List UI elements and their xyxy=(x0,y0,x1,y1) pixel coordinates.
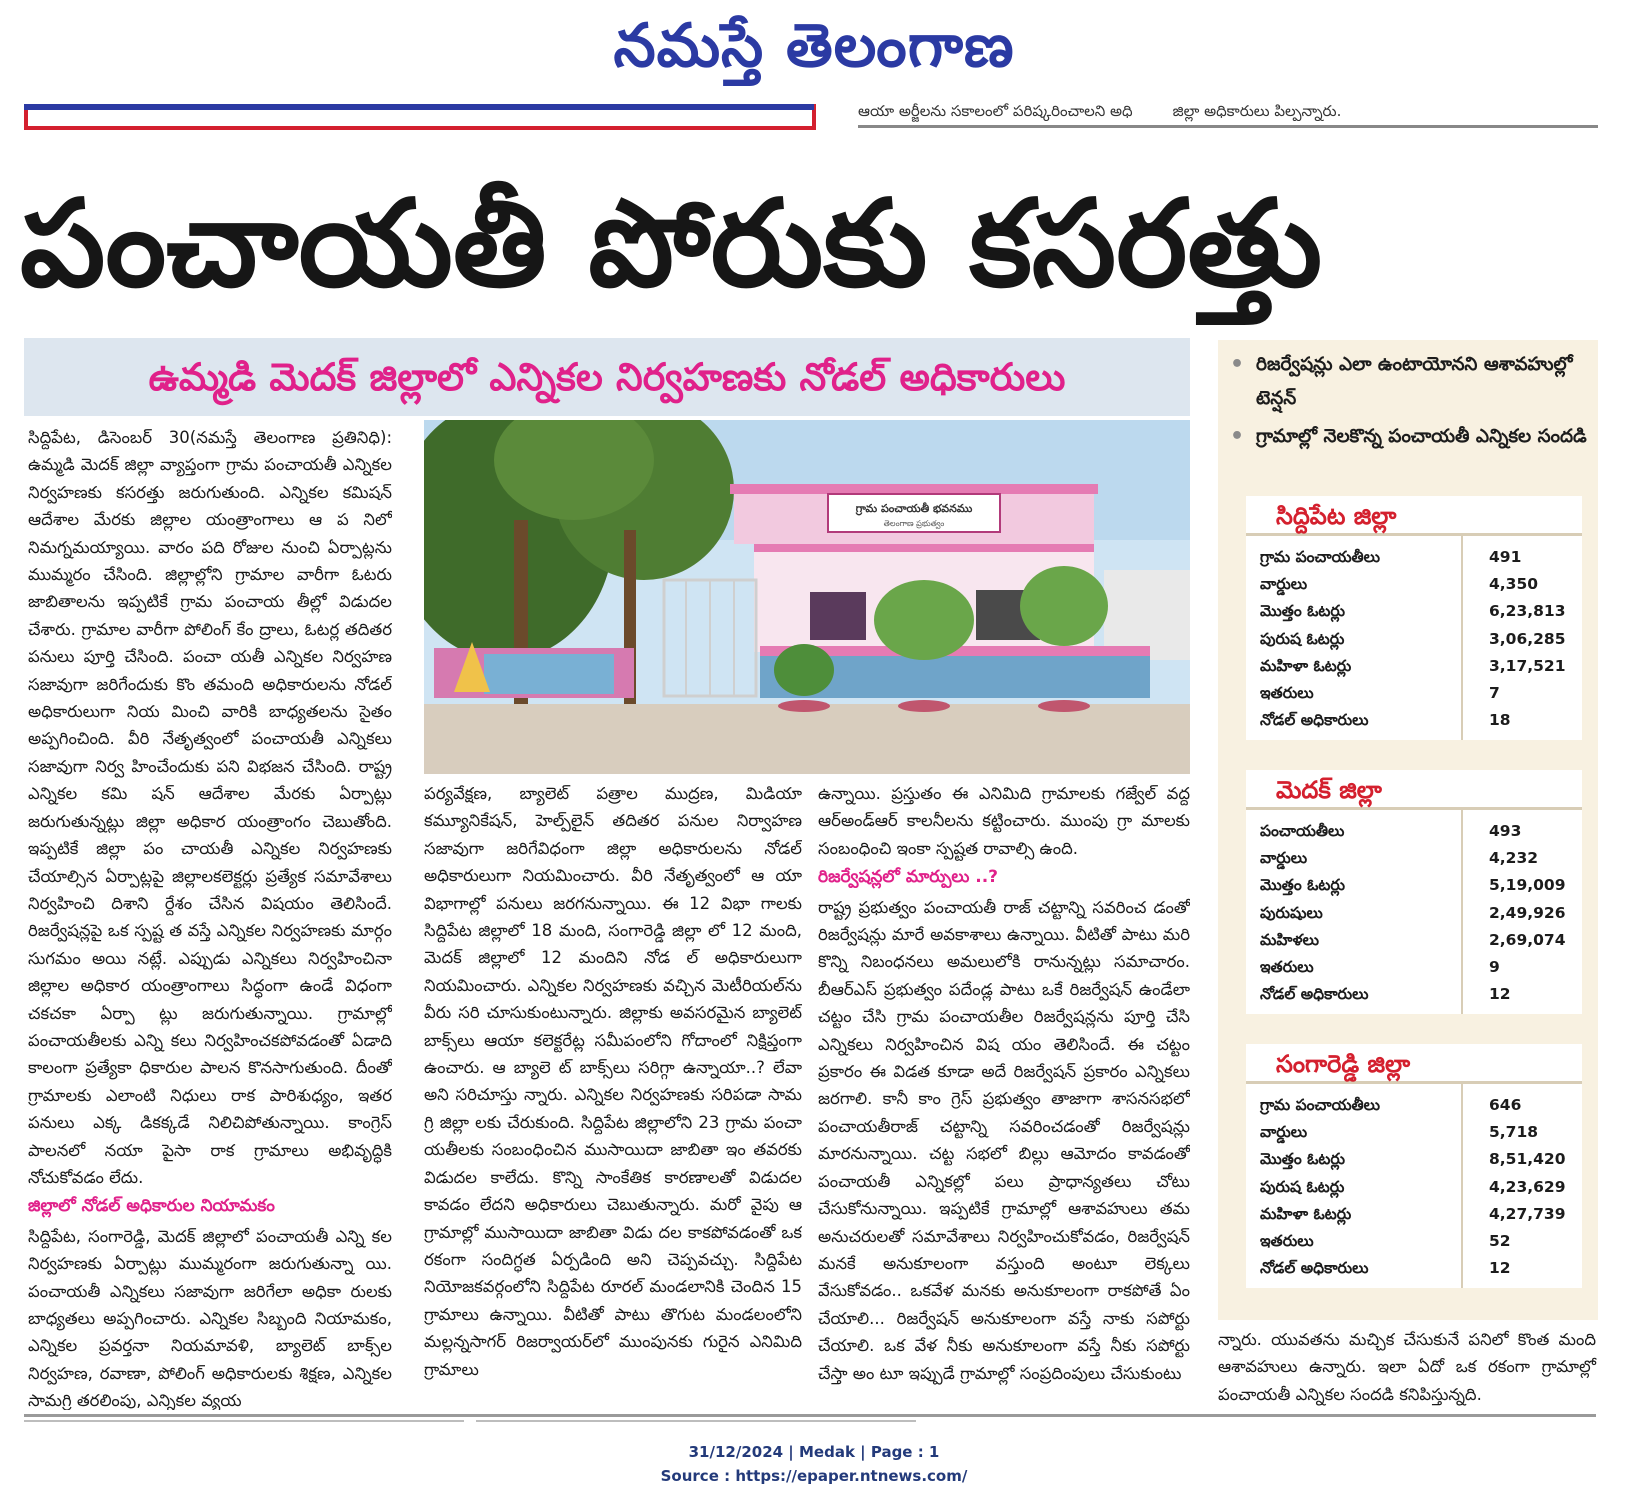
stat-label: పురుష ఓటర్లు xyxy=(1260,629,1345,648)
column-3-paragraph: ఉన్నాయి. ప్రస్తుతం ఈ ఎనిమిది గ్రామాలకు గజ్వేల్‌ వద్ద ఆర్‌అండ్‌ఆర్‌ కాలనీలను కట్టించారు. ముంపు గ్రా మాలకు సంబంధించి ఇంకా స్పష్టత రావాల్సి ఉంది. xyxy=(818,784,1190,858)
table-row xyxy=(1246,571,1582,598)
ticker-strip xyxy=(858,100,1598,128)
table-row xyxy=(1246,680,1582,707)
table-row xyxy=(1246,1174,1582,1201)
stat-value: 5,19,009 xyxy=(1462,872,1582,899)
stat-label: మహిళా ఓటర్లు xyxy=(1260,656,1352,675)
stat-value: 12 xyxy=(1462,1255,1582,1288)
sidebar-bullet xyxy=(1226,420,1590,454)
stat-label: గ్రామ పంచాయతీలు xyxy=(1260,548,1380,566)
district-stats-table xyxy=(1246,536,1582,740)
stat-label: మొత్తం ఓటర్లు xyxy=(1260,876,1345,895)
stat-value: 491 xyxy=(1462,536,1582,571)
stat-value: 4,27,739 xyxy=(1462,1201,1582,1228)
article-column-2 xyxy=(424,780,802,1410)
district-box-sangareddy xyxy=(1246,1044,1582,1288)
district-box-medak xyxy=(1246,770,1582,1014)
table-row xyxy=(1246,1255,1582,1288)
table-row xyxy=(1246,845,1582,872)
stat-label: మొత్తం ఓటర్లు xyxy=(1260,602,1345,621)
stat-label: పురుష ఓటర్లు xyxy=(1260,1177,1345,1196)
stat-label: వార్డులు xyxy=(1260,575,1308,594)
district-title: సిద్దిపేట జిల్లా xyxy=(1246,496,1582,536)
building-sign-subtext: తెలంగాణ ప్రభుత్వం xyxy=(883,519,945,528)
table-row xyxy=(1246,1146,1582,1173)
table-row xyxy=(1246,626,1582,653)
stat-value: 2,49,926 xyxy=(1462,900,1582,927)
column-2-paragraph: పర్యవేక్షణ, బ్యాలెట్‌ పత్రాల ముద్రణ, మిడియా కమ్యూనికేషన్‌, హెల్ప్‌లైన్‌ తదితర పనుల నిర్వాహణ సజావుగా జరిగేవిధంగా జిల్లా అధికారులను నోడల్‌ అధికారులుగా నియమించారు. వీరి నేతృత్వంలో ఆ యా విభాగాల్లో పనులు జరగనున్నాయి. ఈ 12 విభా గాలకు సిద్దిపేట జిల్లాలో 18 మంది, సంగారెడ్డి జిల్లా లో 12 మంది, మెదక్‌ జిల్లాలో 12 మందిని నోడ ల్‌ అధికారులుగా నియమించారు. ఎన్నికల నిర్వహణకు వచ్చిన మెటీరియల్‌ను వీరు సరి చూసుకుంటున్నారు. జిల్లాకు అవసరమైన బ్యాలెట్‌ బాక్స్‌లు ఆయా కలెక్టరేట్ల సమీపంలోని గోదాంలో నిక్షిప్తంగా ఉంచారు. ఆ బ్యాలె ట్‌ బాక్స్‌లు సరిగ్గా ఉన్నాయా..? లేవా అని సరిచూస్తు న్నారు. ఎన్నికల నిర్వహణకు సరిపడా సామ గ్రి జిల్లా లకు చేరుకుంది. సిద్దిపేట జిల్లాలోని 23 గ్రామ పంచా యతీలకు సంబంధించిన ముసాయిదా జాబితా ఇం తవరకు విడుదల కాలేదు. కొన్ని సాంకేతిక కారణాలతో విడుదల కావడం లేదని అధికారులు చెబుతున్నారు. మరో వైపు ఆ గ్రామాల్లో ముసాయిదా జాబితా విడు దల కాకపోవడంతో ఒక రకంగా సందిగ్ధత ఏర్పడింది అని చెప్పవచ్చు. సిద్దిపేట నియోజకవర్గంలోని సిద్దిపేట రూరల్‌ మండలానికి చెందిన 15 గ్రామాలు ఉన్నాయి. వీటితో పాటు తొగుట మండలంలోని మల్లన్నసాగర్‌ రిజర్వాయర్‌లో ముంపునకు గురైన ఎనిమిది గ్రామాలు xyxy=(424,784,802,1379)
stat-label: ఇతరులు xyxy=(1260,684,1314,703)
stat-value: 2,69,074 xyxy=(1462,927,1582,954)
masthead-logo: నమస్తే తెలంగాణ xyxy=(613,11,1015,81)
table-row xyxy=(1246,598,1582,625)
bullet-dot-icon: • xyxy=(1230,352,1245,377)
sidebar-bullet-text: గ్రామాల్లో నెలకొన్న పంచాయతీ ఎన్నికల సందడి xyxy=(1256,426,1587,447)
stat-label: మహిళలు xyxy=(1260,930,1319,949)
district-box-siddipet xyxy=(1246,496,1582,740)
column-3-subheading: రిజర్వేషన్లలో మార్పులు ..? xyxy=(818,867,999,888)
page-bottom-rule-left xyxy=(24,1420,464,1422)
article-column-1 xyxy=(28,424,392,1410)
footer-date-edition: 31/12/2024 | Medak | Page : 1 xyxy=(688,1443,940,1461)
ticker-right: జిల్లా అధికారులు పిల్పన్నారు. xyxy=(1172,102,1342,120)
page-bottom-rule-right xyxy=(476,1420,916,1422)
stat-value: 6,23,813 xyxy=(1462,598,1582,625)
table-row xyxy=(1246,1201,1582,1228)
column-1-paragraph-2: సిద్దిపేట, సంగారెడ్డి, మెదక్‌ జిల్లాలో పంచాయతీ ఎన్ని కల నిర్వహణకు ఏర్పాట్లు ముమ్మరంగా జరుగుతున్నా యి. పంచాయతీ ఎన్నికలు సజావుగా జరిగేలా అధికా రులకు బాధ్యతలు అప్పగించారు. ఎన్నికల సిబ్బంది నియామకం, ఎన్నికల ప్రవర్తనా నియమావళి, బ్యాలెట్‌ బాక్స్‌ల నిర్వహణ, రవాణా, పోలింగ్‌ అధికారులకు శిక్షణ, ఎన్నికల సామగ్రి తరలింపు, ఎన్నికల వ్యయ xyxy=(28,1226,392,1410)
stat-value: 5,718 xyxy=(1462,1119,1582,1146)
stat-label: నోడల్‌ అధికారులు xyxy=(1260,985,1369,1004)
district-title: మెదక్‌ జిల్లా xyxy=(1246,770,1582,810)
page-footer xyxy=(0,1440,1628,1488)
stat-value: 4,23,629 xyxy=(1462,1174,1582,1201)
stat-value: 493 xyxy=(1462,810,1582,845)
table-row xyxy=(1246,1084,1582,1119)
stat-label: మహిళా ఓటర్లు xyxy=(1260,1204,1352,1223)
footer-source-link[interactable]: Source : https://epaper.ntnews.com/ xyxy=(660,1467,968,1485)
district-stats-table xyxy=(1246,810,1582,1014)
stat-value: 4,350 xyxy=(1462,571,1582,598)
stat-label: వార్డులు xyxy=(1260,849,1308,868)
table-row xyxy=(1246,707,1582,740)
subheadline: ఉమ్మడి మెదక్‌ జిల్లాలో ఎన్నికల నిర్వహణకు నోడల్‌ అధికారులు xyxy=(148,355,1066,399)
column-1-paragraph: సిద్దిపేట, డిసెంబర్‌ 30(నమస్తే తెలంగాణ ప్రతినిధి): ఉమ్మడి మెదక్‌ జిల్లా వ్యాప్తంగా గ్రామ పంచాయతీ ఎన్నికల నిర్వహణకు కసరత్తు జరుగుతుంది. ఎన్నికల కమిషన్‌ ఆదేశాల మేరకు జిల్లాల యంత్రాంగాలు ఆ ప నిలో నిమగ్నమయ్యాయి. వారం పది రోజుల నుంచి ఏర్పాట్లను ముమ్మరం చేసింది. జిల్లాల్లోని గ్రామాల వారీగా ఓటరు జాబితాలను ఇప్పటికే గ్రామ పంచాయ తీల్లో విడుదల చేశారు. గ్రామాల వారీగా పోలింగ్‌ కేం ద్రాలు, ఓటర్ల తదితర పనులు పూర్తి చేసింది. పంచా యతీ ఎన్నికల నిర్వహణ సజావుగా జరిగేందుకు కొం తమంది అధికారులను నోడల్‌ అధికారులుగా నియ మించి వారికి బాధ్యతలను సైతం అప్పగించింది. వీరి నేతృత్వంలో పంచాయతీ ఎన్నికలు సజావుగా నిర్వ హించేందుకు పని విభజన చేసింది. రాష్ట్ర ఎన్నికల కమి షన్‌ ఆదేశాల మేరకు ఏర్పాట్లు జరుగుతున్నట్లు జిల్లా అధికార యంత్రాంగం చెబుతోంది. ఇప్పటికే జిల్లా పం చాయతీ ఎన్నికల నిర్వహణకు చేయాల్సిన ఏర్పాట్లపై జిల్లాలకలెక్టర్లు ప్రత్యేక సమావేశాలు నిర్వహించి దిశాని ర్దేశం చేసిన విషయం తెలిసిందే. రిజర్వేషన్లపై ఒక స్పష్ట త వస్తే ఎన్నికల నిర్వహణకు మార్గం సుగమం అయి నట్లే. ఎప్పుడు ఎన్నికలు నిర్వహించినా జిల్లాల అధికార యంత్రాంగాలు సిద్ధంగా ఉండే విధంగా చకచకా ఏర్పా ట్లు జరుగుతున్నాయి. గ్రామాల్లో పంచాయతీలకు ఎన్ని కలు నిర్వహించకపోవడంతో ఏడాది కాలంగా ప్రత్యేకా ధికారుల పాలన కొనసాగుతుంది. దీంతో గ్రామాలకు ఎలాంటి నిధులు రాక పారిశుధ్యం, ఇతర పనులు ఎక్క డికక్కడే నిలిచిపోతున్నాయి. కాంగ్రెస్‌ పాలనలో నయా పైసా రాక గ్రామాలు అభివృద్ధికి నోచుకోవడం లేదు. xyxy=(28,428,392,1187)
stat-label: పురుషులు xyxy=(1260,903,1323,922)
table-row xyxy=(1246,900,1582,927)
stat-label: ఇతరులు xyxy=(1260,958,1314,977)
table-row xyxy=(1246,536,1582,571)
article-column-3 xyxy=(818,780,1190,1410)
masthead-blue-rule xyxy=(24,104,814,110)
sidebar-bullet xyxy=(1226,348,1590,416)
table-row xyxy=(1246,927,1582,954)
stat-value: 7 xyxy=(1462,680,1582,707)
column-1-subheading: జిల్లాలో నోడల్‌ అధికారుల నియామకం xyxy=(28,1196,275,1217)
district-title: సంగారెడ్డి జిల్లా xyxy=(1246,1044,1582,1084)
stat-value: 4,232 xyxy=(1462,845,1582,872)
sidebar-bullets xyxy=(1226,348,1590,458)
sidebar-continuation-text: న్నారు. యువతను మచ్చిక చేసుకునే పనిలో కొంత మంది ఆశావహులు ఉన్నారు. ఇలా ఏదో ఒక రకంగా గ్రామాల్లో పంచాయతీ ఎన్నికల సందడి కనిపిస్తున్నది. xyxy=(1218,1330,1596,1404)
panchayat-building-illustration xyxy=(424,420,1190,774)
column-3-paragraph-2: రాష్ట్ర ప్రభుత్వం పంచాయతీ రాజ్‌ చట్టాన్ని సవరించ డంతో రిజర్వేషన్లు మారే అవకాశాలు ఉన్నాయి. వీటితో పాటు మరి కొన్ని నిబంధనలు అమలులోకి రానున్నట్లు సమాచారం. బీఆర్‌ఎస్‌ ప్రభుత్వం పదేండ్ల పాటు ఒకే రిజర్వేషన్‌ ఉండేలా చట్టం చేసి గ్రామ పంచాయతీల రిజర్వేషన్లను పూర్తి చేసి ఎన్నికలు నిర్వహించిన విష యం తెలిసిందే. ఈ చట్టం ప్రకారం ఈ విడత కూడా అదే రిజర్వేషన్‌ ప్రకారం ఎన్నికలు జరగాలి. కానీ కాం గ్రెస్‌ ప్రభుత్వం తాజాగా శాసనసభలో పంచాయతీరాజ్‌ చట్టాన్ని సవరించడంతో రిజర్వేషన్లు మారనున్నాయి. చట్ట సభలో బిల్లు ఆమోదం కావడంతో పంచాయతీ ఎన్నికల్లో పలు ప్రాధాన్యతలు చోటు చేసుకోనున్నాయి. ఇప్పటికే గ్రామాల్లో ఆశావహులు తమ అనుచరులతో సమావేశాలు నిర్వహించుకోవడం, రిజర్వేషన్‌ మనకే అనుకూలంగా వస్తుంది అంటూ లెక్కలు వేసుకోవడం.. ఒకవేళ మనకు అనుకూలంగా రాకపోతే ఏం చేయాలి... రిజర్వేషన్‌ అనుకూలంగా వస్తే నాకు సపోర్టు చేయాలి. ఒక వేళ నీకు అనుకూలంగా వస్తే నీకు సపోర్టు చేస్తా అం టూ ఇప్పుడే గ్రామాల్లో సంప్రదింపులు చేసుకుంటు xyxy=(818,897,1190,1383)
table-row xyxy=(1246,653,1582,680)
page-bottom-rule xyxy=(24,1414,1596,1417)
stat-label: వార్డులు xyxy=(1260,1123,1308,1142)
stat-label: నోడల్‌ అధికారులు xyxy=(1260,711,1369,730)
stat-value: 9 xyxy=(1462,954,1582,981)
district-stats-table xyxy=(1246,1084,1582,1288)
table-row xyxy=(1246,810,1582,845)
stat-value: 8,51,420 xyxy=(1462,1146,1582,1173)
stat-label: నోడల్‌ అధికారులు xyxy=(1260,1259,1369,1278)
bullet-dot-icon: • xyxy=(1230,424,1245,449)
sidebar-bullet-text: రిజర్వేషన్లు ఎలా ఉంటాయోనని ఆశావహుల్లో టెన్షన్‌ xyxy=(1256,354,1573,409)
stat-label: గ్రామ పంచాయతీలు xyxy=(1260,1096,1380,1114)
building-sign-text: గ్రామ పంచాయతీ భవనము xyxy=(855,502,973,515)
stat-value: 12 xyxy=(1462,981,1582,1014)
stat-value: 18 xyxy=(1462,707,1582,740)
table-row xyxy=(1246,981,1582,1014)
ticker-left: ఆయా అర్జీలను సకాలంలో పరిష్కరించాలని అధి xyxy=(858,102,1133,120)
stat-label: ఇతరులు xyxy=(1260,1232,1314,1251)
table-row xyxy=(1246,954,1582,981)
main-headline: పంచాయతీ పోరుకు కసరత్తు xyxy=(20,175,1323,314)
stat-value: 52 xyxy=(1462,1228,1582,1255)
stat-value: 646 xyxy=(1462,1084,1582,1119)
stat-label: మొత్తం ఓటర్లు xyxy=(1260,1150,1345,1169)
stat-value: 3,06,285 xyxy=(1462,626,1582,653)
panchayat-building-photo xyxy=(424,420,1190,774)
stat-label: పంచాయతీలు xyxy=(1260,822,1345,840)
stat-value: 3,17,521 xyxy=(1462,653,1582,680)
table-row xyxy=(1246,1228,1582,1255)
table-row xyxy=(1246,1119,1582,1146)
table-row xyxy=(1246,872,1582,899)
